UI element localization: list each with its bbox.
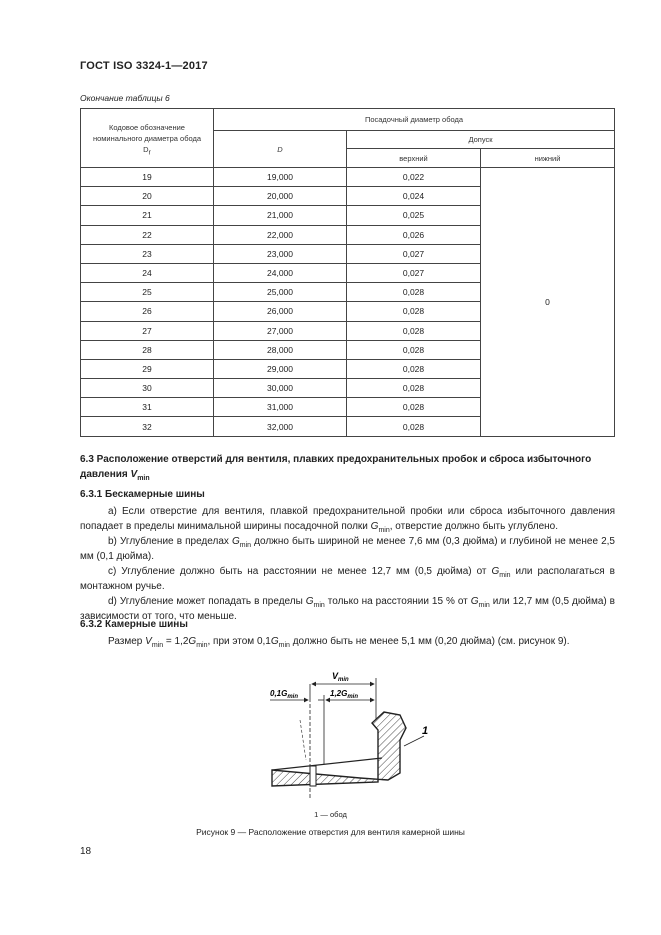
document-header: ГОСТ ISO 3324-1—2017 xyxy=(80,60,208,72)
table-cell-d: 27,000 xyxy=(214,321,347,340)
figure-9-drawing xyxy=(260,660,440,813)
table-cell-code: 32 xyxy=(81,417,214,436)
tolerance-header: Допуск xyxy=(347,131,615,149)
table-cell-upper: 0,028 xyxy=(347,321,481,340)
table-cell-upper: 0,027 xyxy=(347,263,481,282)
code-column-header xyxy=(81,109,214,168)
code-header-subscript: r xyxy=(148,149,151,156)
label-01g: $0,1G_{min}$ xyxy=(270,689,299,700)
table-cell-code: 19 xyxy=(81,168,214,187)
table-caption: Окончание таблицы 6 xyxy=(80,93,170,103)
table-cell-d: 23,000 xyxy=(214,244,347,263)
section-6-3-1-title: 6.3.1 Бескамерные шины xyxy=(80,489,205,500)
table-cell-d: 22,000 xyxy=(214,225,347,244)
callout-1 xyxy=(404,736,424,746)
paragraph-b: b) Углубление в пределах $G_{min}$ должно быть шириной не менее 7,6 мм (0,3 дюйма) и глубиной не менее 2,5 мм (0,1 дюйма). xyxy=(80,536,615,562)
section-6-3 xyxy=(80,452,615,482)
table-cell-d: 20,000 xyxy=(214,187,347,206)
rim-diameter-table xyxy=(80,108,615,437)
section-6-3-title: 6.3 Расположение отверстий для вентиля, плавких предохранительных пробок и сброса избыточного давления $V_{min}$ xyxy=(80,454,592,482)
table-cell-d: 24,000 xyxy=(214,263,347,282)
section-6-3-2 xyxy=(80,617,615,649)
section-6-3-1 xyxy=(80,487,615,624)
table-cell-code: 22 xyxy=(81,225,214,244)
table-cell-code: 20 xyxy=(81,187,214,206)
table-row xyxy=(81,168,615,187)
d-column-header: D xyxy=(214,131,347,168)
table-cell-upper: 0,024 xyxy=(347,187,481,206)
page-number: 18 xyxy=(80,846,92,857)
table-cell-code: 26 xyxy=(81,302,214,321)
table-cell-code: 31 xyxy=(81,398,214,417)
valve-hole xyxy=(310,766,316,786)
table-cell-d: 32,000 xyxy=(214,417,347,436)
table-cell-upper: 0,027 xyxy=(347,244,481,263)
table-cell-upper: 0,025 xyxy=(347,206,481,225)
label-vmin: $V_{min}$ xyxy=(332,671,349,683)
callout-label: 1 xyxy=(422,725,429,737)
table-cell-upper: 0,028 xyxy=(347,398,481,417)
paragraph-c: c) Углубление должно быть на расстоянии не менее 12,7 мм (0,5 дюйма) от $G_{min}$ или располагаться в монтажном ручье. xyxy=(80,566,615,592)
table-cell-upper: 0,028 xyxy=(347,283,481,302)
figure-legend: 1 — обод xyxy=(314,810,347,819)
table-cell-code: 28 xyxy=(81,340,214,359)
table-cell-upper: 0,026 xyxy=(347,225,481,244)
table-cell-upper: 0,022 xyxy=(347,168,481,187)
table-cell-d: 25,000 xyxy=(214,283,347,302)
table-cell-upper: 0,028 xyxy=(347,359,481,378)
table-cell-code: 25 xyxy=(81,283,214,302)
table-cell-code: 29 xyxy=(81,359,214,378)
table-cell-lower: 0 xyxy=(481,168,615,437)
paragraph-d: d) Углубление может попадать в пределы $G_{min}$ только на расстоянии 15 % от $G_{min}$ или 12,7 мм (0,5 дюйма) в зависимости от того, что меньше. xyxy=(80,596,615,622)
table-cell-upper: 0,028 xyxy=(347,302,481,321)
table-cell-d: 19,000 xyxy=(214,168,347,187)
table-cell-d: 31,000 xyxy=(214,398,347,417)
rim-profile xyxy=(272,712,406,786)
table-cell-upper: 0,028 xyxy=(347,417,481,436)
table-cell-d: 30,000 xyxy=(214,379,347,398)
code-header-text: Кодовое обозначение номинального диаметра обода D xyxy=(92,122,202,154)
table-cell-code: 30 xyxy=(81,379,214,398)
table-cell-d: 28,000 xyxy=(214,340,347,359)
table-cell-code: 27 xyxy=(81,321,214,340)
section-6-3-2-title: 6.3.2 Камерные шины xyxy=(80,619,188,630)
table-cell-upper: 0,028 xyxy=(347,340,481,359)
seat-diameter-header: Посадочный диаметр обода xyxy=(214,109,615,131)
table-cell-upper: 0,028 xyxy=(347,379,481,398)
upper-tolerance-header: верхний xyxy=(347,149,481,168)
lower-tolerance-header: нижний xyxy=(481,149,615,168)
table-cell-d: 29,000 xyxy=(214,359,347,378)
table-cell-code: 24 xyxy=(81,263,214,282)
table-cell-d: 26,000 xyxy=(214,302,347,321)
paragraph-tube-tyres: Размер $V_{min} = 1,2G_{min}$, при этом $0,1G_{min}$ должно быть не менее 5,1 мм (0,20 дюйма) (см. рисунок 9). xyxy=(108,636,570,649)
table-cell-code: 21 xyxy=(81,206,214,225)
paragraph-a: a) Если отверстие для вентиля, плавкой предохранительной пробки или сброса избыточного давления попадает в пределы минимальной ширины посадочной полки $G_{min}$, отверстие должно быть углублено. xyxy=(80,506,615,534)
table-cell-code: 23 xyxy=(81,244,214,263)
figure-caption: Рисунок 9 — Расположение отверстия для вентиля камерной шины xyxy=(196,827,465,837)
table-cell-d: 21,000 xyxy=(214,206,347,225)
label-12g: $1,2G_{min}$ xyxy=(330,689,359,700)
